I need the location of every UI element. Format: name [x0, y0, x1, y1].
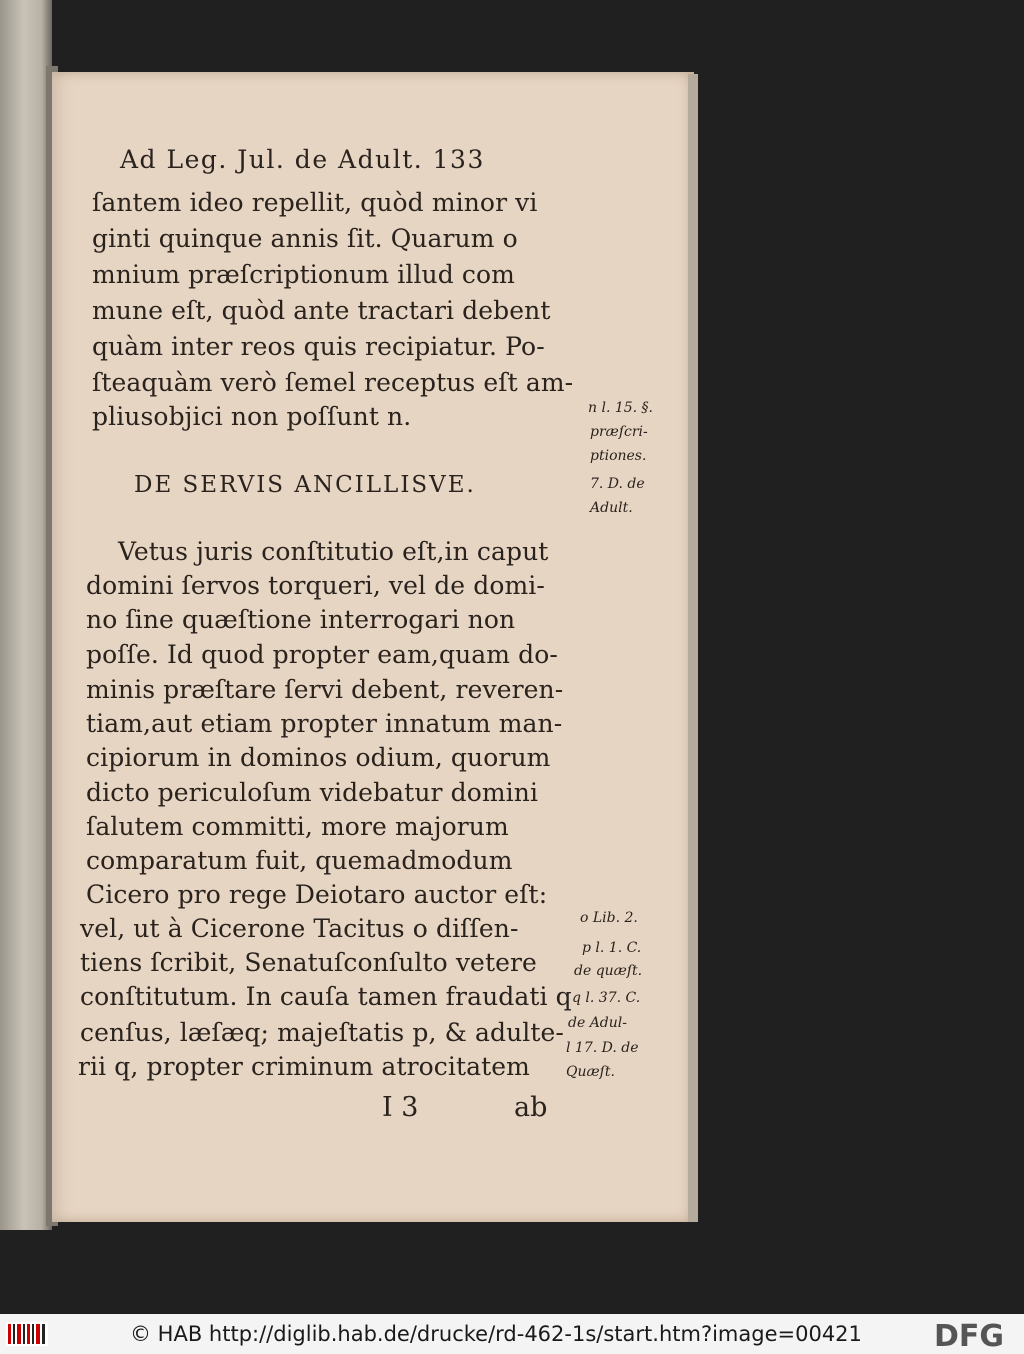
margin-note: Adult.	[590, 500, 633, 516]
text-line: tiam,aut etiam propter innatum man-	[86, 709, 563, 738]
margin-note: præſcri-	[590, 424, 648, 440]
copyright-link[interactable]: © HAB http://diglib.hab.de/drucke/rd-462-1s/start.htm?image=00421	[130, 1322, 862, 1346]
running-header: Ad Leg. Jul. de Adult. 133	[120, 145, 485, 174]
text-line: quàm inter reos quis recipiatur. Po-	[92, 332, 545, 361]
margin-note: o Lib. 2.	[580, 910, 638, 926]
margin-note: 7. D. de	[590, 476, 645, 492]
text-line: minis præſtare ſervi debent, reveren-	[86, 675, 564, 704]
previous-page-edge	[0, 0, 52, 1230]
text-line: ſalutem committi, more majorum	[86, 812, 509, 841]
catchword: ab	[514, 1092, 548, 1123]
text-line: Cicero pro rege Deiotaro auctor eſt:	[86, 880, 548, 909]
signature-mark: I 3	[382, 1092, 419, 1123]
text-line: Vetus juris conſtitutio eſt,in caput	[118, 537, 549, 566]
margin-note: de Adul-	[568, 1015, 627, 1031]
text-line: no ſine quæſtione interrogari non	[86, 605, 516, 634]
text-line: tiens ſcribit, Senatuſconſulto vetere	[80, 948, 537, 977]
margin-note: l 17. D. de	[566, 1040, 639, 1056]
text-line: poſſe. Id quod propter eam,quam do-	[86, 640, 558, 669]
dfg-logo	[934, 1320, 1018, 1350]
text-line: mune eſt, quòd ante tractari debent	[92, 296, 551, 325]
text-line: cipiorum in dominos odium, quorum	[86, 743, 551, 772]
section-heading: DE SERVIS ANCILLISVE.	[134, 472, 476, 498]
text-line: ginti quinque annis ſit. Quarum o	[92, 224, 518, 253]
text-line: dicto periculoſum videbatur domini	[86, 778, 539, 807]
text-line: conſtitutum. In cauſa tamen fraudati q	[80, 982, 572, 1011]
margin-note: n l. 15. §.	[588, 400, 654, 416]
margin-note: Quæſt.	[566, 1064, 615, 1080]
text-line: comparatum fuit, quemadmodum	[86, 846, 513, 875]
margin-note: p l. 1. C.	[582, 940, 642, 956]
svg-text:DFG: DFG	[934, 1320, 1005, 1350]
text-line: cenſus, læſæq; majeſtatis p, & adulte-	[80, 1018, 564, 1047]
page-edge	[688, 74, 698, 1222]
footer-bar	[0, 1314, 1024, 1354]
text-line: ſteaquàm verò ſemel receptus eſt am-	[92, 368, 574, 397]
margin-note: ptiones.	[590, 448, 647, 464]
margin-note: de quæſt.	[574, 963, 643, 979]
text-line: pliusobjici non poſſunt n.	[92, 402, 412, 431]
text-line: domini ſervos torqueri, vel de domi-	[86, 571, 545, 600]
barcode-icon	[6, 1322, 48, 1346]
text-line: ſantem ideo repellit, quòd minor vi	[92, 188, 538, 217]
text-line: rii q, propter criminum atrocitatem	[78, 1052, 530, 1081]
margin-note: q l. 37. C.	[572, 990, 641, 1006]
text-line: vel, ut à Cicerone Tacitus o diſſen-	[80, 914, 519, 943]
text-line: mnium præſcriptionum illud com	[92, 260, 515, 289]
